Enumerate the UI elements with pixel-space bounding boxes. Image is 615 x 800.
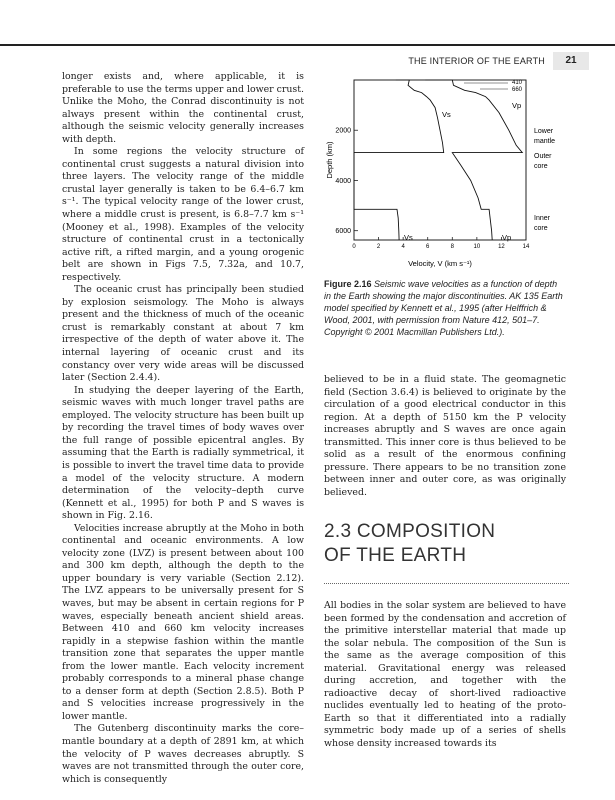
paragraph: The oceanic crust has principally been studied by explosion seismology. The Moho is always present and the thickness of much of the oceanic crust is remarkably constant at about 7 km irrespective of the depth of water above it. The internal layering of oceanic crust and its constancy over very wide areas will be discussed later (Section 2.4.4). xyxy=(62,284,304,384)
x-tick-label: 2 xyxy=(376,244,381,250)
running-header xyxy=(0,26,615,66)
section-heading-line-2: OF THE EARTH xyxy=(324,545,467,566)
paragraph: In studying the deeper layering of the Earth, seismic waves with much longer travel paths are employed. The velocity structure has been built up by recording the travel times of body waves over the full range of possible epicentral angles. By assuming that the Earth is radially symmetrical, it is possible to invert the travel time data to provide a model of the velocity structure. A modern determination of the velocity–depth curve (Kennett et al., 1995) for both P and S waves is shown in Fig. 2.16. xyxy=(62,384,305,522)
y-tick-label: 4000 xyxy=(335,177,351,185)
y-axis-label: Depth (km) xyxy=(325,141,334,179)
paragraph: Velocities increase abruptly at the Moho in both continental and oceanic environments. A low velocity zone (LVZ) is present between about 100 and 300 km depth, although the depth to the upper boundary is very variable (Section 2.12). The LVZ appears to be universally present for S waves, but may be absent in certain regions for P waves, especially beneath ancient shield areas. Between 410 and 660 km velocity increases rapidly in a stepwise fashion within the mantle transition zone that separates the upper mantle from the lower mantle. Each velocity increment probably corresponds to a mineral phase change to a denser form at depth (Section 2.8.5). Both P and S velocities increase progressively in the lower mantle. xyxy=(62,522,304,722)
x-tick-label: 10 xyxy=(473,244,481,250)
d660-label: 660 xyxy=(512,87,523,93)
right-column xyxy=(324,374,566,499)
paragraph: All bodies in the solar system are believed to have been formed by the condensation and accretion of the primitive interstellar material that made up the solar nebula. The composition of the Sun is the same as the average composition of this material. Gravitational energy was released during accretion, and together with the radioactive decay of short-lived radioactive nuclides eventually led to heating of the proto-Earth so that it differentiated into a radially symmetric body made up of a series of shells whose density increased towards its xyxy=(324,600,566,750)
header-rule xyxy=(0,44,615,46)
x-tick-label: 14 xyxy=(522,244,530,250)
outer-core-label-2: core xyxy=(534,163,548,170)
x-axis-label: Velocity, V (km s⁻¹) xyxy=(408,259,472,268)
paragraph: believed to be in a fluid state. The geomagnetic field (Section 3.6.4) is believed to originate by the circulation of a good electrical conductor in this region. At a depth of 5150 km the P velocity increases abruptly and S waves are once again transmitted. This inner core is thus believed to be solid as a result of the enormous confining pressure. There appears to be no transition zone between inner and outer core, as was originally believed. xyxy=(324,374,566,498)
paragraph: The Gutenberg discontinuity marks the core–mantle boundary at a depth of 2891 km, at which the velocity of P waves decreases abruptly. S waves are not transmitted through the outer core, which is consequently xyxy=(62,723,304,785)
section-rule xyxy=(324,583,569,584)
outer-core-label-1: Outer xyxy=(534,153,552,160)
lower-mantle-label-1: Lower xyxy=(534,128,554,135)
paragraph: In some regions the velocity structure of continental crust suggests a natural division into three layers. The velocity range of the middle crustal layer generally is taken to be 6.4–6.7 km s⁻¹. The typical velocity range of the lower crust, where a middle crust is present, is 6.8–7.7 km s⁻¹ (Mooney et al., 1998). Examples of the velocity structure of continental crust in a tectonically active rift, a rifted margin, and a young orogenic belt are shown in Figs 7.5, 7.32a, and 10.7, respectively. xyxy=(62,146,304,283)
y-tick-label: 6000 xyxy=(335,228,351,236)
figure-caption xyxy=(324,278,566,338)
section-body xyxy=(324,600,566,751)
x-tick-label: 4 xyxy=(401,244,405,250)
caption-text: Seismic wave velocities as a function of depth in the Earth showing the major discontinuities. AK 135 Earth model specified by Kennett et al., 1995 (after Helffrich & Wood, 2001, with permission from Nature 412, 501–7. Copyright © 2001 Macmillan Publishers Ltd.). xyxy=(324,279,563,337)
x-tick-label: 8 xyxy=(450,244,454,250)
x-tick-label: 12 xyxy=(498,244,505,250)
vp-lower-label: Vp xyxy=(502,233,512,242)
velocity-depth-chart xyxy=(322,72,572,272)
series-line-vp xyxy=(425,80,522,240)
inner-core-label-2: core xyxy=(534,225,548,232)
x-tick-label: 0 xyxy=(352,244,356,250)
d410-label: 410 xyxy=(512,80,523,86)
vp-upper-label: Vp xyxy=(512,101,522,110)
y-tick-label: 2000 xyxy=(335,127,351,135)
left-column xyxy=(62,71,304,786)
plot-frame xyxy=(354,80,526,240)
paragraph: longer exists and, where applicable, it is preferable to use the terms upper and lower crust. Unlike the Moho, the Conrad discontinuity is not always present within the continental crust, although the seismic velocity generally increases with depth. xyxy=(62,71,304,145)
page-number: 21 xyxy=(553,52,589,70)
vs-lower-label: Vs xyxy=(404,233,413,242)
caption-label: Figure 2.16 xyxy=(324,279,372,289)
figure-2-16 xyxy=(322,72,572,272)
x-tick-label: 6 xyxy=(426,244,430,250)
section-heading-line-1: 2.3 COMPOSITION xyxy=(324,521,496,542)
running-title: THE INTERIOR OF THE EARTH xyxy=(408,56,545,66)
vs-upper-label: Vs xyxy=(442,110,451,119)
series-line-vs xyxy=(354,80,444,240)
section-heading xyxy=(324,520,569,568)
inner-core-label-1: Inner xyxy=(534,215,550,222)
lower-mantle-label-2: mantle xyxy=(534,138,556,145)
